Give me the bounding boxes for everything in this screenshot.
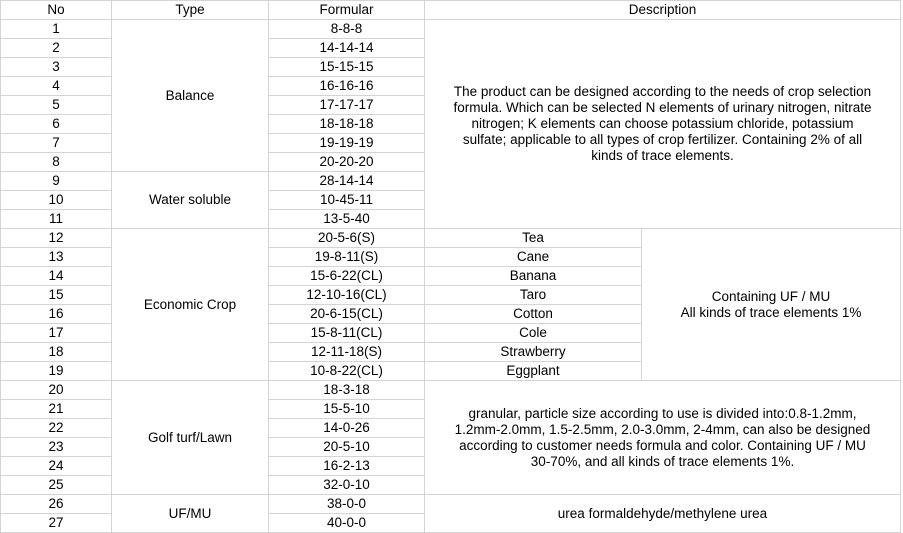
header-row (1, 1, 901, 20)
formular-cell: 15-15-15 (269, 58, 425, 77)
description-golf (425, 381, 901, 495)
row-number: 16 (1, 305, 112, 324)
table-row (1, 495, 901, 514)
crop-cell: Tea (425, 229, 642, 248)
description-line: kinds of trace elements. (591, 148, 734, 163)
formular-cell: 12-11-18(S) (269, 343, 425, 362)
header-formular: Formular (269, 1, 425, 20)
type-uf-mu: UF/MU (112, 495, 269, 533)
formular-cell: 20-5-6(S) (269, 229, 425, 248)
description-line: All kinds of trace elements 1% (680, 304, 862, 320)
row-number: 26 (1, 495, 112, 514)
row-number: 22 (1, 419, 112, 438)
row-number: 8 (1, 153, 112, 172)
row-number: 12 (1, 229, 112, 248)
formular-cell: 19-19-19 (269, 134, 425, 153)
row-number: 14 (1, 267, 112, 286)
row-number: 3 (1, 58, 112, 77)
row-number: 4 (1, 77, 112, 96)
crop-cell: Cole (425, 324, 642, 343)
formular-cell: 10-8-22(CL) (269, 362, 425, 381)
row-number: 25 (1, 476, 112, 495)
formular-cell: 32-0-10 (269, 476, 425, 495)
formular-cell: 19-8-11(S) (269, 248, 425, 267)
table-row (1, 20, 901, 39)
formular-cell: 20-5-10 (269, 438, 425, 457)
formular-cell: 10-45-11 (269, 191, 425, 210)
description-line: formula. Which can be selected N elements of urinary nitrogen, nitrate (453, 100, 872, 115)
row-number: 24 (1, 457, 112, 476)
formular-cell: 17-17-17 (269, 96, 425, 115)
description-line: The product can be designed according to the needs of crop selection (453, 84, 872, 99)
row-number: 13 (1, 248, 112, 267)
row-number: 19 (1, 362, 112, 381)
description-line: Containing UF / MU (711, 288, 831, 304)
description-line: 30-70%, and all kinds of trace elements 1%. (530, 453, 795, 469)
formular-cell: 28-14-14 (269, 172, 425, 191)
description-line: according to customer needs formula and color. Containing UF / MU (459, 437, 866, 453)
type-water-soluble: Water soluble (112, 172, 269, 229)
type-economic-crop: Economic Crop (112, 229, 269, 381)
formular-cell: 12-10-16(CL) (269, 286, 425, 305)
formular-cell: 20-20-20 (269, 153, 425, 172)
formular-cell: 15-8-11(CL) (269, 324, 425, 343)
row-number: 6 (1, 115, 112, 134)
crop-cell: Banana (425, 267, 642, 286)
row-number: 11 (1, 210, 112, 229)
row-number: 23 (1, 438, 112, 457)
formular-cell: 16-16-16 (269, 77, 425, 96)
row-number: 5 (1, 96, 112, 115)
crop-cell: Cane (425, 248, 642, 267)
table-row (1, 229, 901, 248)
description-line: sulfate; applicable to all types of crop fertilizer. Containing 2% of all (462, 132, 863, 147)
formular-cell: 13-5-40 (269, 210, 425, 229)
crop-cell: Strawberry (425, 343, 642, 362)
crop-cell: Taro (425, 286, 642, 305)
row-number: 9 (1, 172, 112, 191)
row-number: 18 (1, 343, 112, 362)
formular-cell: 16-2-13 (269, 457, 425, 476)
type-golf-turf: Golf turf/Lawn (112, 381, 269, 495)
header-type: Type (112, 1, 269, 20)
row-number: 21 (1, 400, 112, 419)
row-number: 27 (1, 514, 112, 533)
formular-cell: 14-0-26 (269, 419, 425, 438)
formular-cell: 20-6-15(CL) (269, 305, 425, 324)
row-number: 17 (1, 324, 112, 343)
formular-cell: 15-6-22(CL) (269, 267, 425, 286)
row-number: 15 (1, 286, 112, 305)
formular-cell: 40-0-0 (269, 514, 425, 533)
description-economic (642, 229, 901, 381)
description-uf-mu: urea formaldehyde/methylene urea (425, 495, 901, 533)
crop-cell: Cotton (425, 305, 642, 324)
description-balance-water (425, 20, 901, 229)
formular-cell: 18-18-18 (269, 115, 425, 134)
row-number: 1 (1, 20, 112, 39)
header-description: Description (425, 1, 901, 20)
row-number: 2 (1, 39, 112, 58)
formular-cell: 18-3-18 (269, 381, 425, 400)
row-number: 10 (1, 191, 112, 210)
row-number: 7 (1, 134, 112, 153)
header-no: No (1, 1, 112, 20)
type-balance: Balance (112, 20, 269, 172)
description-line: 1.2mm-2.0mm, 1.5-2.5mm, 2.0-3.0mm, 2-4mm, can also be designed (454, 421, 871, 437)
formular-cell: 8-8-8 (269, 20, 425, 39)
table-row (1, 381, 901, 400)
crop-cell: Eggplant (425, 362, 642, 381)
description-line: granular, particle size according to use is divided into:0.8-1.2mm, (468, 405, 857, 421)
row-number: 20 (1, 381, 112, 400)
formular-cell: 15-5-10 (269, 400, 425, 419)
formular-cell: 14-14-14 (269, 39, 425, 58)
formular-cell: 38-0-0 (269, 495, 425, 514)
description-line: nitrogen; K elements can choose potassium chloride, potassium (471, 116, 854, 131)
